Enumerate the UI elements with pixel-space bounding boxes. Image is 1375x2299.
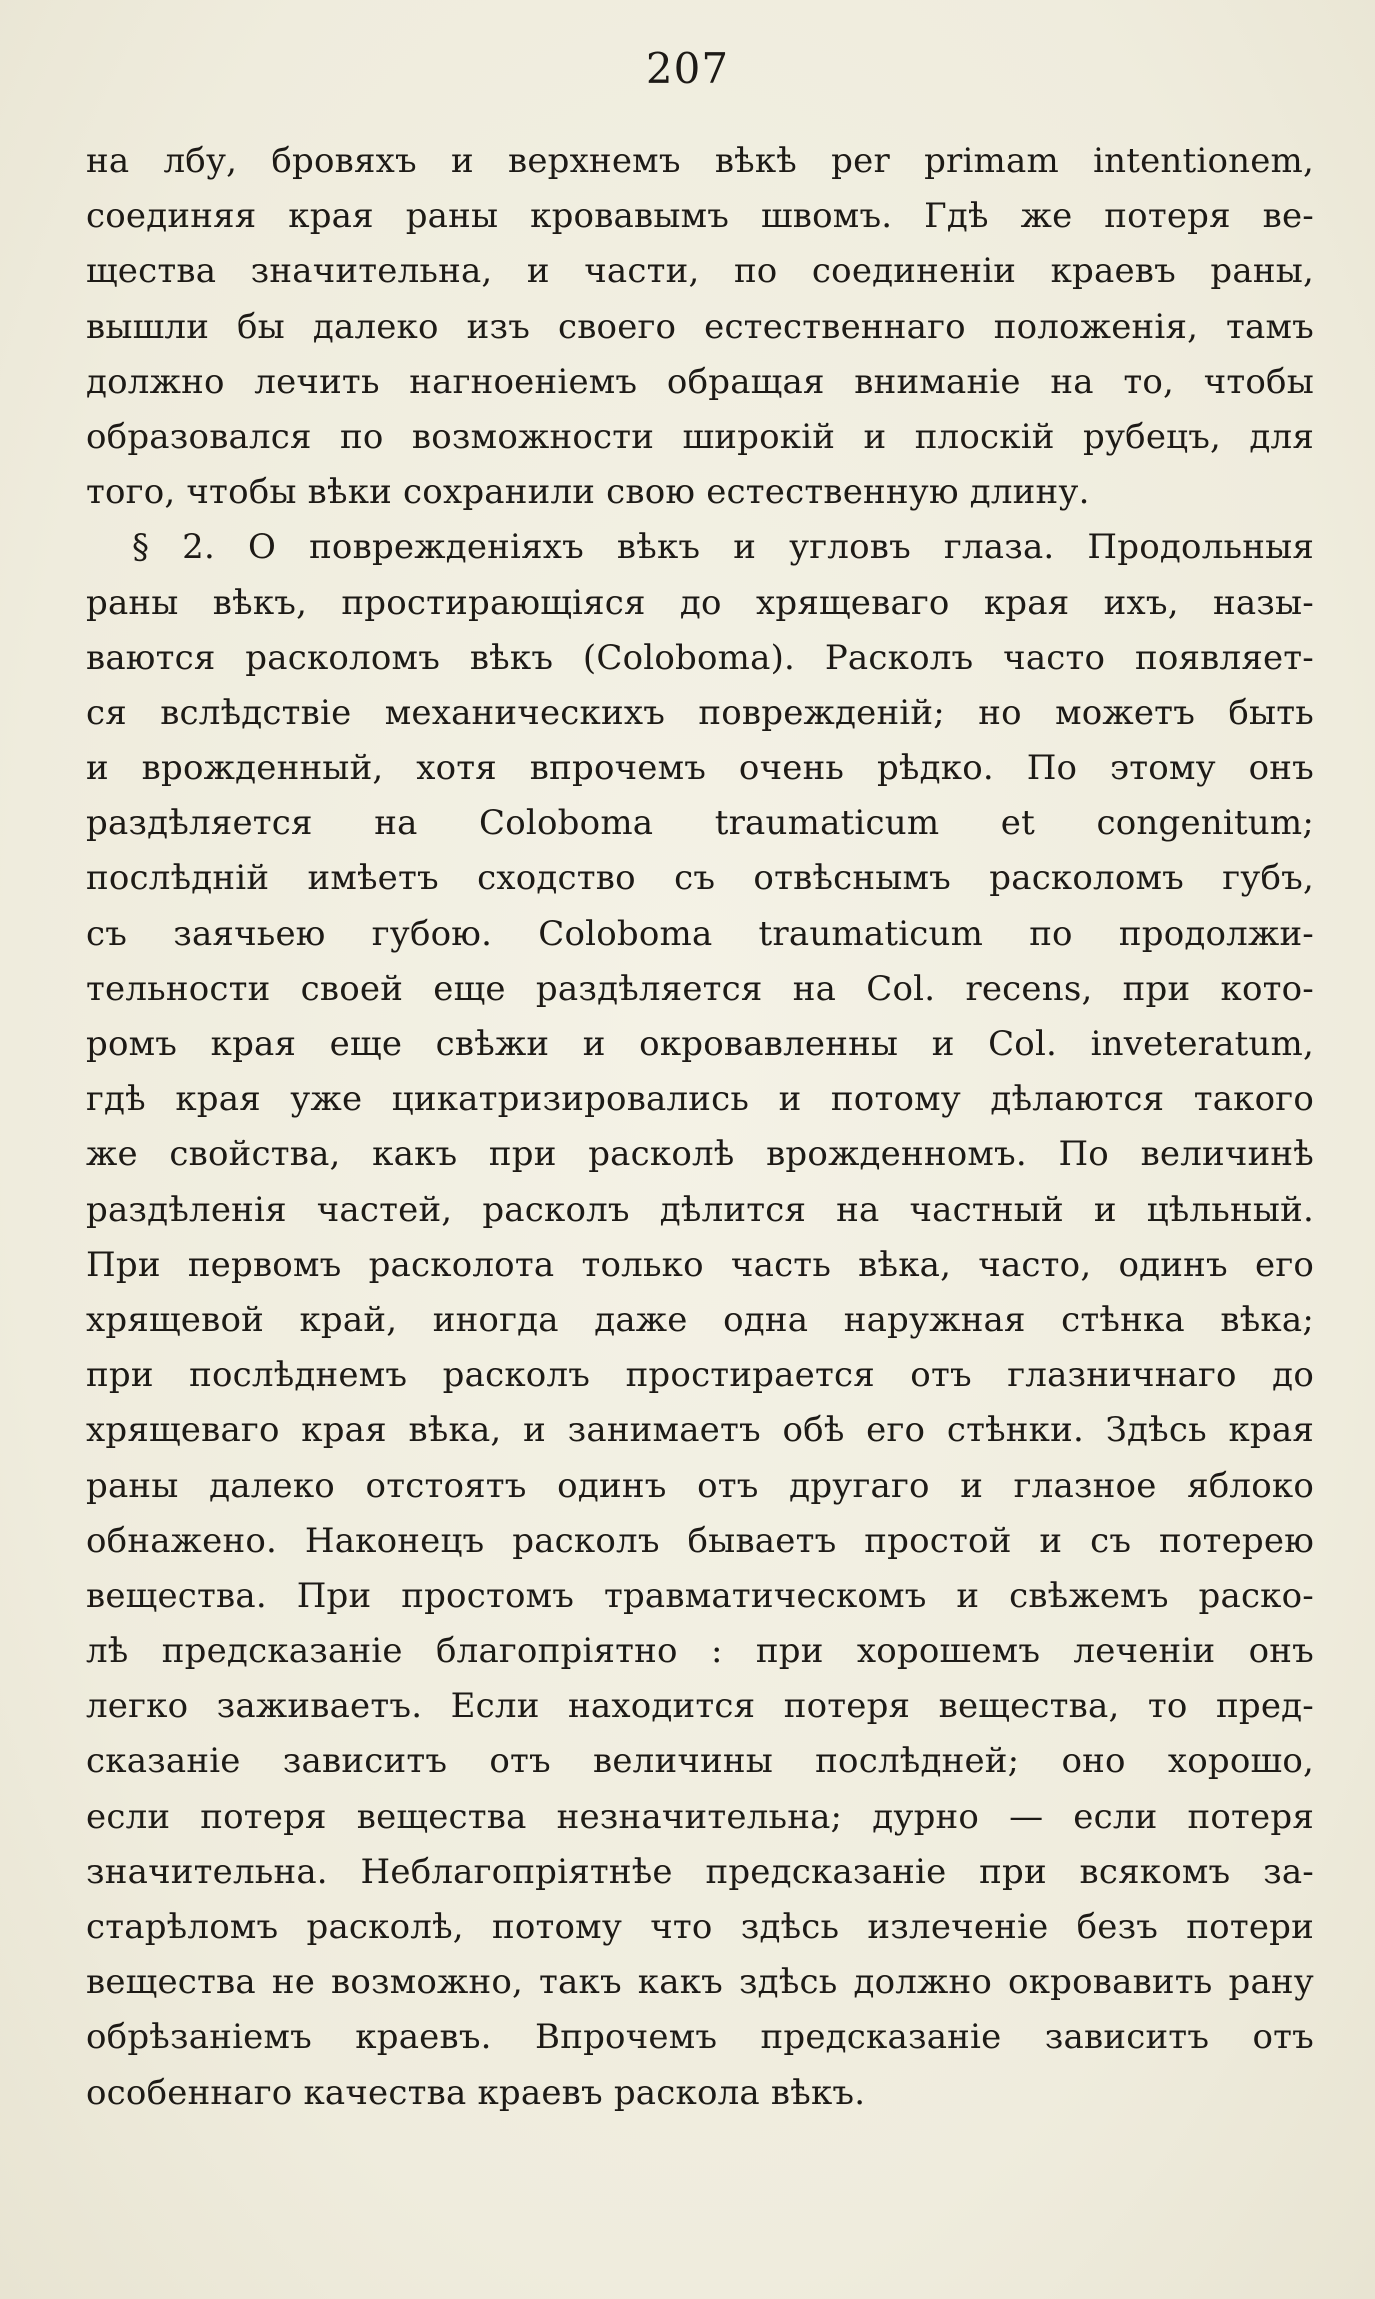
text-line: значительна. Неблагопріятнѣе предсказаніе при всякомъ за- xyxy=(86,1851,1314,1892)
text-line: и врожденный, хотя впрочемъ очень рѣдко. По этому онъ xyxy=(86,748,1314,789)
text-line: лѣ предсказаніе благопріятно : при хорошемъ леченіи онъ xyxy=(86,1631,1314,1672)
text-line: старѣломъ расколѣ, потому что здѣсь излеченіе безъ потери xyxy=(86,1907,1314,1947)
paragraph-end-line: того, чтобы вѣки сохранили свою естественную длину. xyxy=(86,472,1090,513)
body-text xyxy=(86,134,1314,2121)
text-line: щества значительна, и части, по соединеніи краевъ раны, xyxy=(86,251,1314,292)
text-line: вышли бы далеко изъ своего естественнаго положенія, тамъ xyxy=(86,306,1314,347)
text-line: на лбу, бровяхъ и верхнемъ вѣкѣ per primam intentionem, xyxy=(86,141,1314,181)
text-line: раздѣляется на Coloboma traumaticum et congenitum; xyxy=(86,803,1314,844)
paragraph-end-line: особеннаго качества краевъ раскола вѣкъ. xyxy=(86,2072,866,2113)
text-line: раздѣленія частей, расколъ дѣлится на частный и цѣльный. xyxy=(86,1189,1314,1230)
text-line: ваются расколомъ вѣкъ (Coloboma). Расколъ часто появляет- xyxy=(86,637,1314,678)
text-line: хрящевой край, иногда даже одна наружная стѣнка вѣка; xyxy=(86,1299,1314,1340)
text-line: послѣдній имѣетъ сходство съ отвѣснымъ расколомъ губъ, xyxy=(86,858,1314,899)
text-line: при послѣднемъ расколъ простирается отъ глазничнаго до xyxy=(86,1355,1314,1396)
text-line: хрящеваго края вѣка, и занимаетъ обѣ его стѣнки. Здѣсь края xyxy=(86,1410,1314,1451)
text-line: соединяя края раны кровавымъ швомъ. Гдѣ же потеря ве- xyxy=(86,196,1314,237)
text-line: образовался по возможности широкій и плоскій рубецъ, для xyxy=(86,416,1314,457)
text-line: легко заживаетъ. Если находится потеря вещества, то пред- xyxy=(86,1686,1314,1727)
text-line: При первомъ расколота только часть вѣка, часто, одинъ его xyxy=(86,1244,1314,1285)
text-line: раны далеко отстоятъ одинъ отъ другаго и глазное яблоко xyxy=(86,1465,1314,1506)
page-number: 207 xyxy=(645,44,730,93)
section-heading-line: § 2. О поврежденіяхъ вѣкъ и угловъ глаза. Продольныя xyxy=(132,527,1314,568)
text-line: ся вслѣдствіе механическихъ поврежденій; но можетъ быть xyxy=(86,692,1314,733)
text-line: же свойства, какъ при расколѣ врожденномъ. По величинѣ xyxy=(86,1134,1314,1175)
text-line: если потеря вещества незначительна; дурно — если потеря xyxy=(86,1796,1314,1837)
text-line: сказаніе зависитъ отъ величины послѣдней; оно хорошо, xyxy=(86,1741,1314,1782)
text-line: вещества. При простомъ травматическомъ и свѣжемъ раско- xyxy=(86,1575,1314,1616)
text-line: обрѣзаніемъ краевъ. Впрочемъ предсказаніе зависитъ отъ xyxy=(86,2017,1314,2058)
text-line: обнажено. Наконецъ расколъ бываетъ простой и съ потерею xyxy=(86,1520,1314,1561)
text-line: должно лечить нагноеніемъ обращая вниманіе на то, чтобы xyxy=(86,361,1314,402)
text-line: съ заячьею губою. Coloboma traumaticum по продолжи- xyxy=(86,913,1314,954)
text-line: гдѣ края уже цикатризировались и потому дѣлаются такого xyxy=(86,1079,1314,1120)
text-line: тельности своей еще раздѣляется на Col. recens, при кото- xyxy=(86,968,1314,1009)
text-line: раны вѣкъ, простирающіяся до хрящеваго края ихъ, назы- xyxy=(86,582,1314,623)
text-line: ромъ края еще свѣжи и окровавленны и Col. inveteratum, xyxy=(86,1024,1314,1064)
text-line: вещества не возможно, такъ какъ здѣсь должно окровавить рану xyxy=(86,1962,1314,2003)
